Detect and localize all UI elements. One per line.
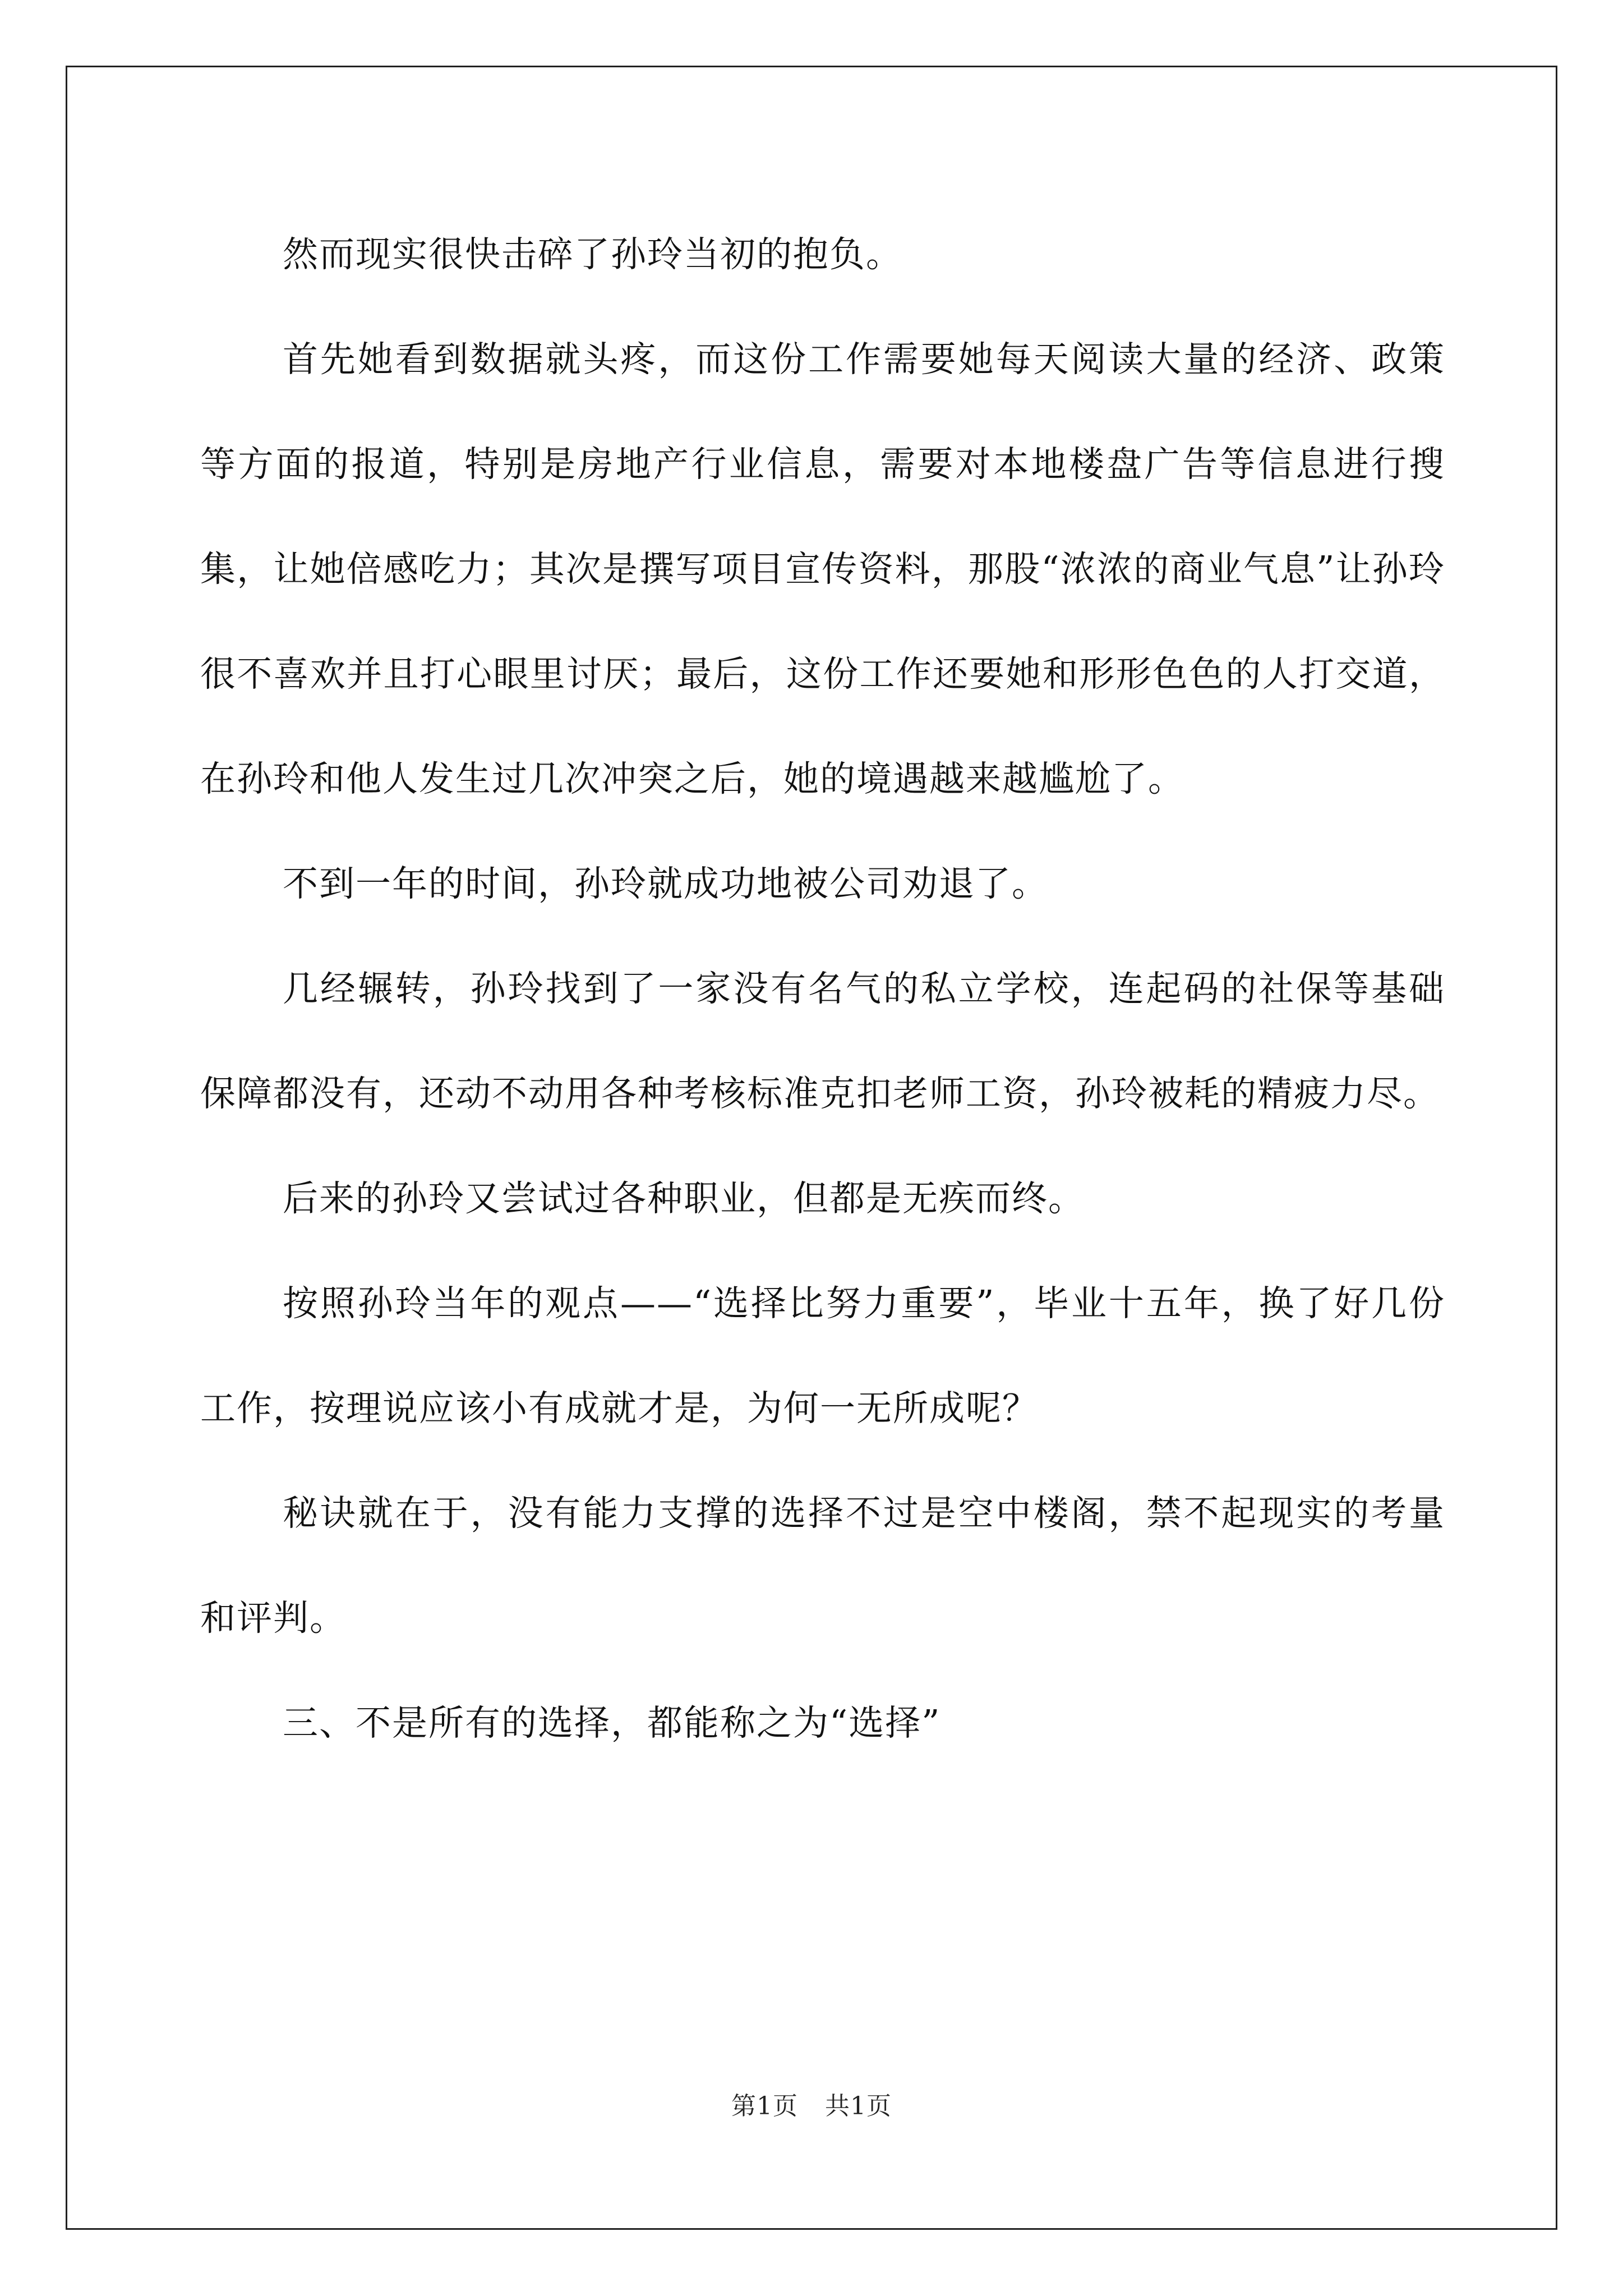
paragraph: 几经辗转，孙玲找到了一家没有名气的私立学校，连起码的社保等基础保障都没有，还动不动用各种考核标准克扣老师工资，孙玲被耗的精疲力尽。 [200, 968, 1445, 1114]
paragraph: 不到一年的时间，孙玲就成功地被公司劝退了。 [283, 863, 1048, 904]
paragraph: 首先她看到数据就头疼，而这份工作需要她每天阅读大量的经济、政策等方面的报道，特别是房地产行业信息，需要对本地楼盘广告等信息进行搜集，让她倍感吃力；其次是撰写项目宣传资料，那股“浓浓的商业气息”让孙玲很不喜欢并且打心眼里讨厌；最后，这份工作还要她和形形色色的人打交道，在孙玲和他人发生过几次冲突之后，她的境遇越来越尴尬了。 [200, 339, 1445, 799]
section-heading: 三、不是所有的选择，都能称之为“选择” [283, 1703, 941, 1743]
document-body [200, 202, 1445, 1775]
paragraph: 后来的孙玲又尝试过各种职业，但都是无疾而终。 [283, 1178, 1085, 1219]
paragraph: 按照孙玲当年的观点——“选择比努力重要”，毕业十五年，换了好几份工作，按理说应该小有成就才是，为何一无所成呢？ [200, 1283, 1445, 1429]
paragraph: 然而现实很快击碎了孙玲当初的抱负。 [283, 234, 902, 275]
page-footer [0, 2086, 1623, 2122]
page-number-total: 共1页 [825, 2092, 892, 2120]
paragraph: 秘诀就在于，没有能力支撑的选择不过是空中楼阁，禁不起现实的考量和评判。 [200, 1493, 1445, 1639]
page-number-current: 第1页 [731, 2092, 798, 2120]
